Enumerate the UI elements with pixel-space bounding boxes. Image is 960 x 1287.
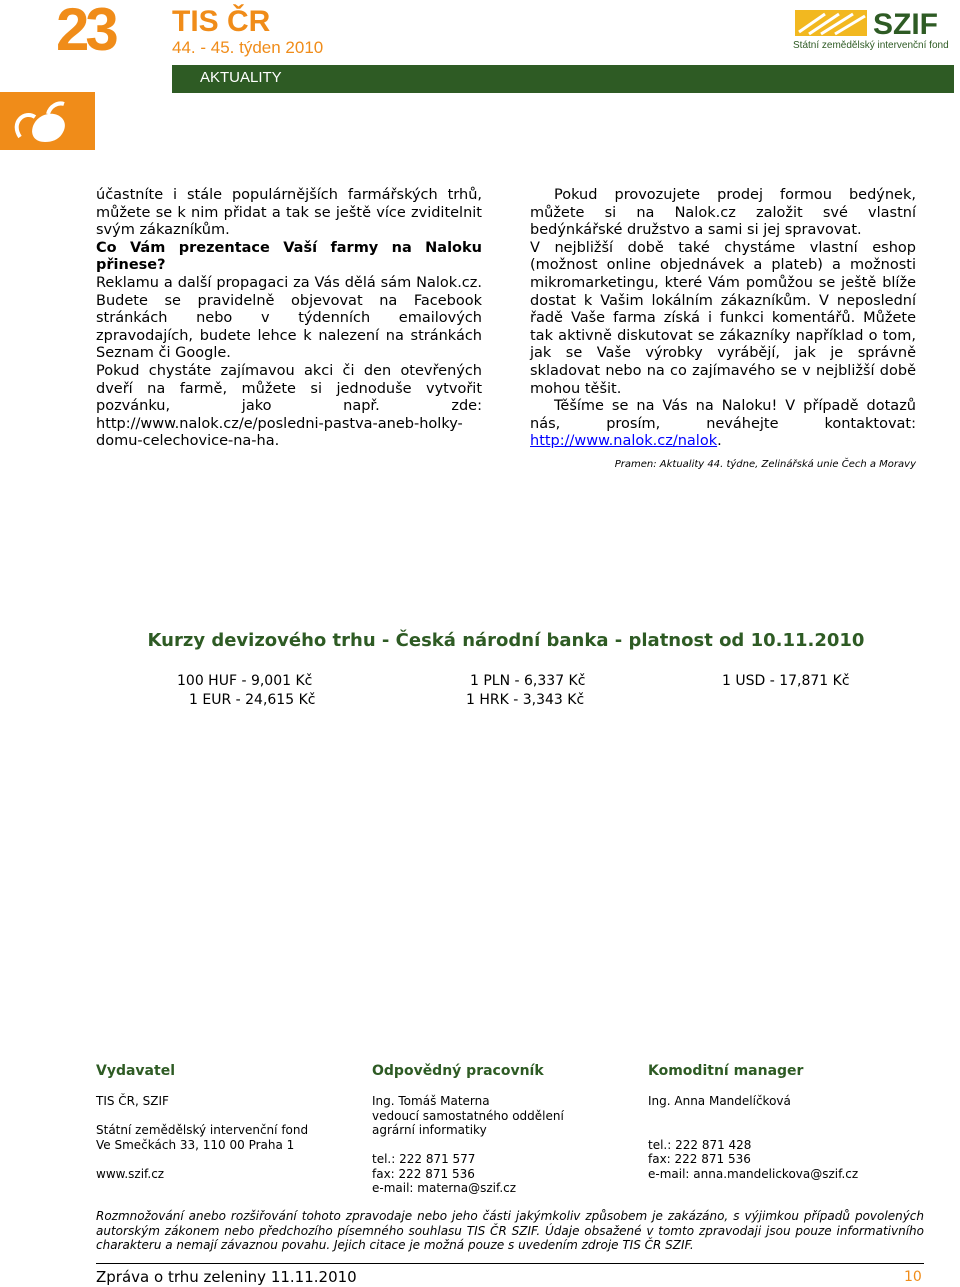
page-number: 10 bbox=[904, 1269, 922, 1285]
section-bar bbox=[172, 65, 954, 93]
rates-title: Kurzy devizového trhu - Česká národní banka - platnost od 10.11.2010 bbox=[147, 630, 865, 651]
left-column bbox=[96, 187, 482, 451]
left-question: Co Vám prezentace Vaší farmy na Naloku přinese? bbox=[96, 239, 482, 274]
issue-number: 23 bbox=[56, 0, 115, 63]
publisher-line: TIS ČR, SZIF bbox=[96, 1094, 169, 1108]
section-title: AKTUALITY bbox=[200, 69, 282, 86]
publication-title: TIS ČR bbox=[172, 5, 271, 38]
rate-pln: 1 PLN - 6,337 Kč bbox=[470, 673, 586, 689]
right-column bbox=[530, 187, 916, 451]
szif-logo-text: SZIF bbox=[873, 8, 938, 40]
left-paragraph-2: Reklamu a další propagaci za Vás dělá sám Nalok.cz. Budete se pravidelně objevovat na Facebook stránkách nebo v týdenních emailových zpravodajích, budete lehce k nalezení na stránkách Seznam či Google. bbox=[96, 274, 482, 362]
responsible-info: Ing. Tomáš Materna vedoucí samostatného oddělení agrární informatiky tel.: 222 871 577 fax: 222 871 536 e-mail: materna@szif.cz bbox=[372, 1094, 564, 1195]
manager-title: Komoditní manager bbox=[648, 1063, 804, 1079]
rate-huf: 100 HUF - 9,001 Kč bbox=[177, 673, 313, 689]
left-paragraph-3: Pokud chystáte zajímavou akci či den otevřených dveří na farmě, můžete si jednoduše vytvořit pozvánku, jako např. zde: http://www.nalok.cz/e/posledni-pastva-aneb-holky-domu-celechovice-na-ha. bbox=[96, 362, 482, 450]
source-note: Pramen: Aktuality 44. týdne, Zelinářská unie Čech a Moravy bbox=[614, 459, 916, 470]
link-suffix: . bbox=[717, 433, 722, 450]
right-paragraph-2: V nejbližší době také chystáme vlastní eshop (možnost online objednávek a plateb) a možnosti mikromarketingu, které Vám pomůžou se ještě blíže dostat k Vašim lokálním zákazníkům. V neposlední řadě Vaše farma získá i funkci komentářů. Můžete tak aktivně diskutovat se zákazníky například o tom, jak se Vaše výrobky vyrábějí, jak je správně skladovat nebo na co zajímavého se v nejbližší době mohou těšit. bbox=[530, 239, 916, 397]
publisher-info bbox=[96, 1094, 308, 1181]
publisher-line: www.szif.cz bbox=[96, 1166, 165, 1181]
responsible-title: Odpovědný pracovník bbox=[372, 1063, 544, 1079]
rate-usd: 1 USD - 17,871 Kč bbox=[722, 673, 850, 689]
nalok-link[interactable]: http://www.nalok.cz/nalok bbox=[530, 433, 718, 450]
footer-divider bbox=[96, 1263, 924, 1264]
manager-info: Ing. Anna Mandelíčková tel.: 222 871 428 fax: 222 871 536 e-mail: anna.mandelickova@szif.cz bbox=[648, 1094, 859, 1181]
rate-hrk: 1 HRK - 3,343 Kč bbox=[466, 692, 585, 708]
publisher-line: Státní zemědělský intervenční fond bbox=[96, 1123, 309, 1137]
week-label: 44. - 45. týden 2010 bbox=[172, 38, 324, 57]
right-paragraph-1: Pokud provozujete prodej formou bedýnek, můžete si na Nalok.cz založit své vlastní bedýnkářské družstvo a sami si jej spravovat. bbox=[530, 187, 916, 239]
right-paragraph-3-text: Těšíme se na Vás na Naloku! V případě dotazů nás, prosím, neváhejte kontaktovat: bbox=[530, 398, 916, 432]
report-title: Zpráva o trhu zeleniny 11.11.2010 bbox=[96, 1268, 357, 1286]
left-paragraph-1: účastníte i stále populárnějších farmářských trhů, můžete se k nim přidat a tak se ještě více zviditelnit svým zákazníkům. bbox=[96, 187, 482, 239]
right-paragraph-3 bbox=[530, 398, 916, 451]
rate-eur: 1 EUR - 24,615 Kč bbox=[189, 692, 316, 708]
szif-subtitle: Státní zemědělský intervenční fond bbox=[793, 40, 949, 51]
publisher-title: Vydavatel bbox=[96, 1063, 175, 1079]
publisher-line: Ve Smečkách 33, 110 00 Praha 1 bbox=[96, 1137, 295, 1152]
pepper-icon bbox=[0, 92, 95, 150]
disclaimer: Rozmnožování anebo rozšiřování tohoto zpravodaje nebo jeho části jakýmkoliv způsobem je zakázáno, s výjimkou případů povolených autorským zákonem nebo předchozího písemného souhlasu TIS ČR SZIF. Údaje obsažené v tomto zpravodaji jsou pouze informativního charakteru a nemají závaznou povahu. Jejich citace je možná pouze s uvedením zdroje TIS ČR SZIF. bbox=[96, 1209, 924, 1252]
